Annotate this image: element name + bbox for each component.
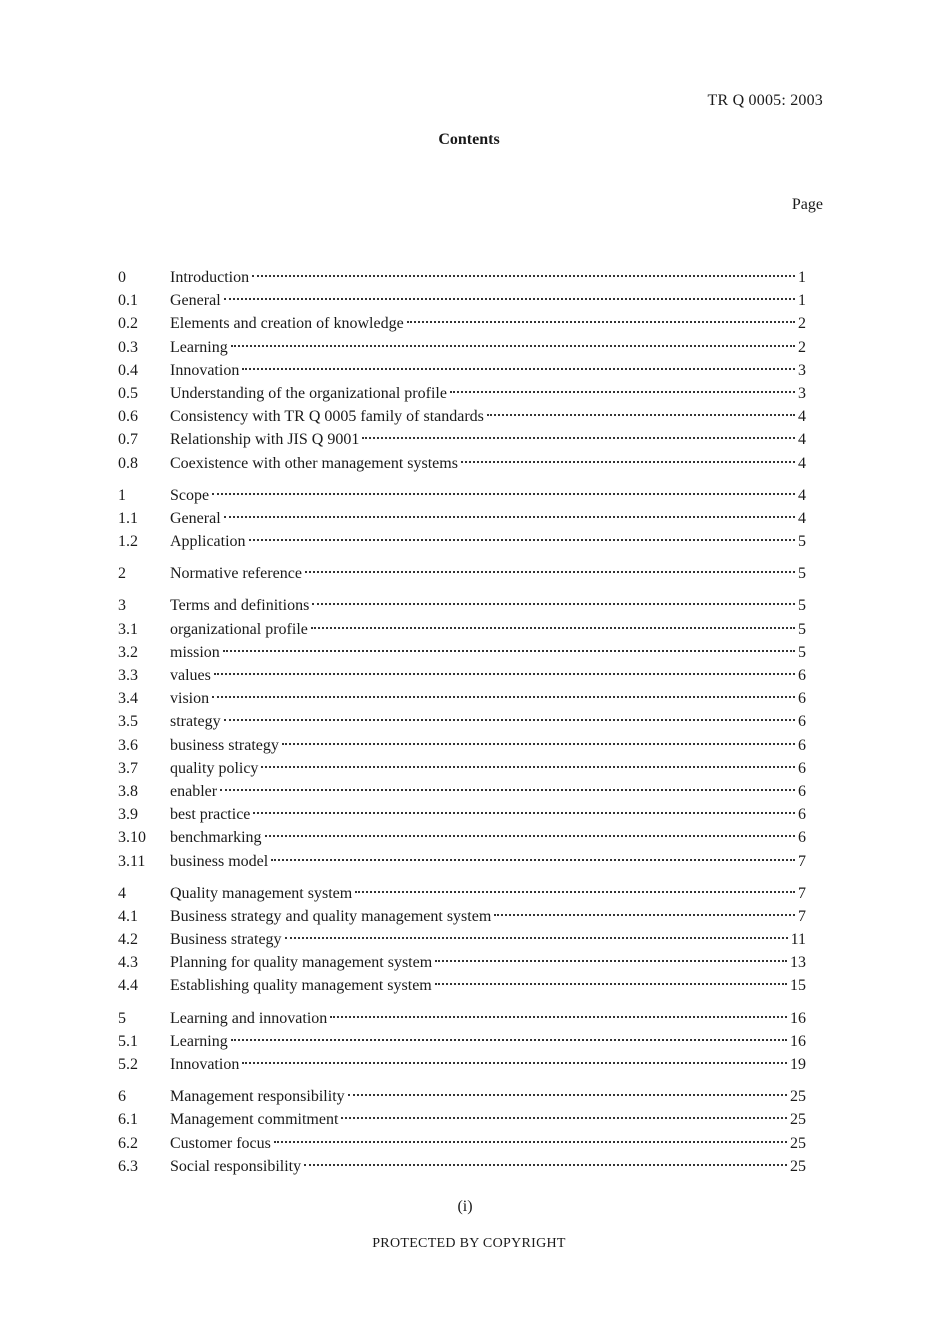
toc-entry — [118, 780, 806, 803]
toc-entry-title: Quality management system — [170, 884, 353, 902]
dot-leader — [341, 1117, 787, 1119]
toc-entry-number: 3.3 — [118, 667, 138, 684]
toc-entry-title: Elements and creation of knowledge — [170, 315, 404, 333]
toc-entry — [118, 1132, 806, 1155]
toc-entry-number: 0.4 — [118, 361, 138, 379]
toc-entry-number: 3 — [118, 597, 126, 615]
toc-entry — [118, 1108, 806, 1131]
toc-entry-number: 0.1 — [118, 292, 138, 310]
toc-entry — [118, 1030, 806, 1053]
dot-leader — [362, 437, 795, 439]
toc-entry-title: Learning — [170, 338, 228, 356]
toc-entry-title: Learning — [170, 1032, 228, 1050]
toc-entry — [118, 562, 806, 585]
toc-entry — [118, 882, 806, 905]
toc-entry-page: 4 — [798, 454, 806, 472]
toc-entry-title: Planning for quality management system — [170, 954, 433, 972]
toc-entry-page: 6 — [798, 782, 806, 800]
toc-entry-number: 3.4 — [118, 690, 138, 708]
toc-entry-page: 3 — [798, 361, 806, 379]
toc-entry-title: Innovation — [170, 1056, 240, 1073]
toc-entry-title: business model — [170, 852, 269, 870]
toc-entry — [118, 951, 806, 974]
dot-leader — [348, 1094, 787, 1096]
toc-entry-title: Consistency with TR Q 0005 family of standards — [170, 408, 484, 426]
dot-leader — [461, 461, 795, 463]
toc-entry — [118, 734, 806, 757]
toc-entry-title: benchmarking — [170, 829, 262, 847]
toc-entry-page: 16 — [790, 1009, 806, 1027]
dot-leader — [494, 914, 795, 916]
toc-section — [118, 266, 806, 475]
toc-entry-page: 5 — [798, 597, 806, 615]
toc-entry — [118, 1085, 806, 1108]
toc-entry-page: 7 — [798, 884, 806, 902]
toc-entry-number: 0.8 — [118, 454, 138, 472]
dot-leader — [220, 789, 795, 791]
toc-entry — [118, 382, 806, 405]
toc-entry-number: 3.10 — [118, 829, 146, 847]
toc-entry-page: 3 — [798, 384, 806, 402]
toc-entry-title: Customer focus — [170, 1134, 271, 1152]
toc-section — [118, 1007, 806, 1077]
toc-entry-number: 1 — [118, 486, 126, 504]
toc-entry-title: business strategy — [170, 736, 279, 754]
toc-entry — [118, 594, 806, 617]
toc-entry-title: Business strategy and quality management system — [170, 907, 492, 925]
dot-leader — [274, 1141, 787, 1143]
dot-leader — [223, 650, 795, 652]
toc-entry — [118, 336, 806, 359]
dot-leader — [285, 937, 788, 939]
toc-entry — [118, 826, 806, 849]
toc-entry-number: 3.9 — [118, 806, 138, 824]
toc-entry-page: 6 — [798, 736, 806, 754]
toc-entry-title: Coexistence with other management systems — [170, 454, 458, 472]
toc-entry-title: organizational profile — [170, 620, 308, 638]
toc-entry — [118, 266, 806, 289]
toc-entry-title: Terms and definitions — [170, 597, 310, 615]
toc-entry — [118, 359, 806, 382]
toc-entry — [118, 507, 806, 530]
toc-entry-number: 3.5 — [118, 713, 138, 731]
toc-entry-number: 4.2 — [118, 931, 138, 949]
toc-entry-number: 6.2 — [118, 1134, 138, 1152]
toc-entry-number: 4 — [118, 884, 126, 902]
toc-entry — [118, 405, 806, 428]
dot-leader — [212, 493, 795, 495]
dot-leader — [435, 960, 787, 962]
toc-entry — [118, 484, 806, 507]
dot-leader — [253, 812, 795, 814]
dot-leader — [242, 1062, 787, 1064]
toc-entry-number: 5.1 — [118, 1032, 138, 1050]
toc-entry-page: 6 — [798, 667, 806, 684]
toc-entry — [118, 803, 806, 826]
page-column-label: Page — [791, 196, 823, 213]
toc-entry-page: 2 — [798, 315, 806, 333]
toc-entry-number: 5.2 — [118, 1056, 138, 1073]
toc-entry-title: Relationship with JIS Q 9001 — [170, 431, 360, 449]
toc-entry-title: Business strategy — [170, 931, 282, 949]
toc-entry-number: 0 — [118, 269, 126, 286]
toc-entry-title: Normative reference — [170, 565, 302, 583]
toc-entry-number: 0.2 — [118, 315, 138, 333]
toc-entry-page: 7 — [798, 852, 806, 870]
toc-entry-number: 6 — [118, 1088, 126, 1106]
toc-entry-title: Social responsibility — [170, 1157, 302, 1175]
toc-entry-page: 4 — [798, 486, 806, 504]
toc-entry-number: 5 — [118, 1009, 126, 1027]
toc-entry-number: 3.7 — [118, 759, 138, 777]
toc-entry — [118, 710, 806, 733]
dot-leader — [435, 983, 787, 985]
toc-entry — [118, 664, 806, 687]
toc-entry-page: 25 — [790, 1134, 806, 1152]
toc-entry-page: 6 — [798, 713, 806, 731]
toc-entry — [118, 757, 806, 780]
toc-entry-page: 15 — [790, 977, 806, 995]
toc-entry-page: 7 — [798, 907, 806, 925]
dot-leader — [212, 696, 795, 698]
toc-entry-page: 6 — [798, 690, 806, 708]
toc-entry-page: 19 — [790, 1056, 806, 1073]
dot-leader — [252, 275, 795, 277]
toc-entry — [118, 928, 806, 951]
toc-entry — [118, 1155, 806, 1178]
toc-entry-page: 6 — [798, 829, 806, 847]
toc-entry-page: 1 — [798, 292, 806, 310]
dot-leader — [249, 539, 795, 541]
toc-entry — [118, 618, 806, 641]
toc-entry-number: 0.3 — [118, 338, 138, 356]
dot-leader — [224, 298, 795, 300]
dot-leader — [312, 603, 795, 605]
toc-entry-page: 13 — [790, 954, 806, 972]
dot-leader — [487, 414, 795, 416]
toc-section — [118, 562, 806, 585]
toc-entry-number: 0.7 — [118, 431, 138, 449]
toc-entry — [118, 641, 806, 664]
toc-entry — [118, 452, 806, 475]
toc-entry-number: 6.3 — [118, 1157, 138, 1175]
toc-entry-number: 3.1 — [118, 620, 138, 638]
toc-entry-number: 3.2 — [118, 643, 138, 661]
toc-section — [118, 594, 806, 872]
toc-entry-number: 3.8 — [118, 782, 138, 800]
toc-entry-title: Establishing quality management system — [170, 977, 432, 995]
toc-entry-page: 25 — [790, 1111, 806, 1129]
dot-leader — [450, 391, 795, 393]
toc-entry-page: 25 — [790, 1157, 806, 1175]
toc-section — [118, 484, 806, 554]
toc-entry — [118, 905, 806, 928]
toc-entry-title: General — [170, 509, 221, 527]
toc-entry-title: Learning and innovation — [170, 1009, 328, 1027]
toc-entry-page: 1 — [798, 269, 806, 286]
toc-entry-title: mission — [170, 643, 220, 661]
dot-leader — [261, 766, 795, 768]
toc-entry-page: 2 — [798, 338, 806, 356]
toc-entry-number: 4.1 — [118, 907, 138, 925]
toc-entry-page: 4 — [798, 408, 806, 426]
toc-entry-title: best practice — [170, 806, 251, 824]
toc-entry-page: 6 — [798, 806, 806, 824]
dot-leader — [231, 345, 795, 347]
toc-entry-number: 1.2 — [118, 533, 138, 551]
dot-leader — [355, 891, 795, 893]
toc-entry-number: 4.3 — [118, 954, 138, 972]
toc-entry-title: Introduction — [170, 269, 250, 286]
dot-leader — [311, 627, 795, 629]
dot-leader — [224, 719, 795, 721]
toc-entry-number: 1.1 — [118, 509, 138, 527]
toc-entry-title: enabler — [170, 782, 218, 800]
toc-entry — [118, 289, 806, 312]
toc-entry — [118, 530, 806, 553]
toc-entry-page: 4 — [798, 509, 806, 527]
toc-entry-title: Application — [170, 533, 246, 551]
toc-entry-page: 5 — [798, 533, 806, 551]
toc-entry — [118, 428, 806, 451]
toc-entry-page: 16 — [790, 1032, 806, 1050]
toc-entry-title: vision — [170, 690, 210, 708]
toc-entry-number: 3.6 — [118, 736, 138, 754]
toc-entry-title: Innovation — [170, 361, 240, 379]
toc-entry — [118, 1007, 806, 1030]
toc-entry-title: values — [170, 667, 211, 684]
toc-entry-number: 0.5 — [118, 384, 138, 402]
toc-entry-page: 5 — [798, 620, 806, 638]
toc-entry-number: 4.4 — [118, 977, 138, 995]
document-id: TR Q 0005: 2003 — [707, 92, 823, 109]
toc-entry-title: quality policy — [170, 759, 259, 777]
toc-entry-page: 5 — [798, 643, 806, 661]
toc-entry-page: 6 — [798, 759, 806, 777]
toc-entry-title: Management commitment — [170, 1111, 339, 1129]
toc-entry-page: 11 — [790, 931, 806, 949]
dot-leader — [407, 321, 795, 323]
toc-entry-number: 6.1 — [118, 1111, 138, 1129]
toc-entry-number: 3.11 — [118, 852, 146, 870]
toc-entry — [118, 312, 806, 335]
toc-entry-page: 25 — [790, 1088, 806, 1106]
dot-leader — [305, 571, 795, 573]
toc-entry-number: 2 — [118, 565, 126, 583]
toc-entry — [118, 974, 806, 997]
dot-leader — [304, 1164, 787, 1166]
toc-entry — [118, 1053, 806, 1076]
toc-entry-title: Scope — [170, 486, 210, 504]
toc-entry-title: Management responsibility — [170, 1088, 345, 1106]
toc-section — [118, 1085, 806, 1178]
toc-entry-page: 4 — [798, 431, 806, 449]
dot-leader — [214, 673, 795, 675]
toc-entry-page: 5 — [798, 565, 806, 583]
dot-leader — [265, 835, 795, 837]
dot-leader — [224, 516, 795, 518]
toc-entry-title: strategy — [170, 713, 221, 731]
toc-entry-number: 0.6 — [118, 408, 138, 426]
dot-leader — [282, 743, 795, 745]
page-folio: (i) — [457, 1198, 473, 1215]
dot-leader — [231, 1039, 787, 1041]
copyright-notice: PROTECTED BY COPYRIGHT — [372, 1236, 566, 1251]
toc-entry-title: Understanding of the organizational profile — [170, 384, 447, 402]
toc-section — [118, 882, 806, 998]
page-title: Contents — [438, 131, 500, 148]
toc-entry — [118, 850, 806, 873]
dot-leader — [271, 859, 795, 861]
toc-entry-title: General — [170, 292, 221, 310]
table-of-contents — [118, 266, 806, 1187]
dot-leader — [242, 368, 795, 370]
dot-leader — [330, 1016, 787, 1018]
toc-entry — [118, 687, 806, 710]
